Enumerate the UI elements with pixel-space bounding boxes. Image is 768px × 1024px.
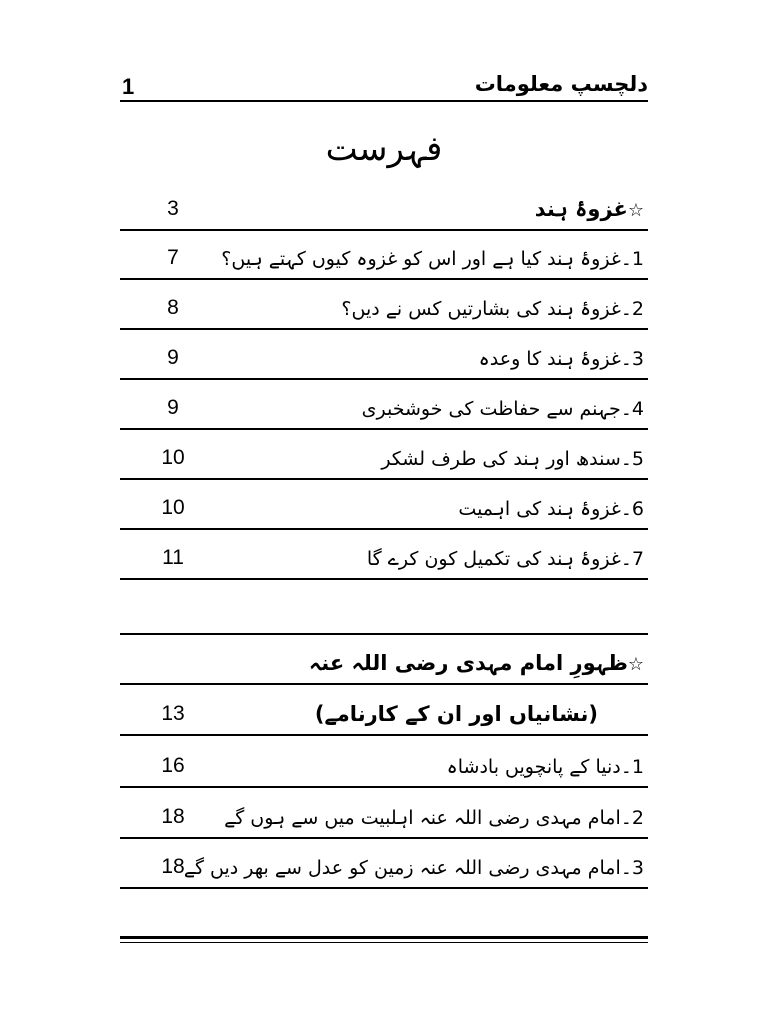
star-icon: ☆ xyxy=(627,654,644,675)
toc-page-number: 11 xyxy=(162,546,184,569)
toc-page-number: 18 xyxy=(161,855,185,878)
toc-row[interactable] xyxy=(120,531,648,580)
footer-divider-thick xyxy=(120,936,648,939)
page-number: 1 xyxy=(122,74,135,99)
toc-page-number: 3 xyxy=(167,197,179,220)
toc-entry-text: 4۔جہنم سے حفاظت کی خوشخبری xyxy=(361,398,644,420)
toc-section-heading[interactable] xyxy=(120,182,648,231)
toc-page-number: 9 xyxy=(167,396,179,419)
toc-entry-text: 7۔غزوۂ ہند کی تکمیل کون کرے گا xyxy=(366,548,644,570)
toc-section-heading[interactable] xyxy=(120,636,648,685)
toc-entry-text: 1۔دنیا کے پانچویں بادشاہ xyxy=(446,756,644,778)
section-title: غزوۂ ہند xyxy=(534,197,628,221)
toc-page-number: 18 xyxy=(161,805,185,828)
toc-page-number: 8 xyxy=(167,296,179,319)
toc-entry-text: 2۔غزوۂ ہند کی بشارتیں کس نے دیں؟ xyxy=(341,298,644,320)
toc-row[interactable] xyxy=(120,281,648,330)
running-title: دلچسپ معلومات xyxy=(474,72,648,96)
toc-entry-text: 3۔امام مہدی رضی اللہ عنہ زمین کو عدل سے بھر دیں گے xyxy=(183,857,644,879)
toc-section-subheading[interactable] xyxy=(120,687,648,736)
header-divider xyxy=(120,100,648,102)
section-title: ظہورِ امام مہدی رضی اللہ عنہ xyxy=(308,651,628,675)
toc-page-number: 7 xyxy=(167,246,179,269)
toc-entry-text: 6۔غزوۂ ہند کی اہمیت xyxy=(458,498,644,520)
toc-page-number: 13 xyxy=(161,702,185,725)
section-subtitle: (نشانیاں اور ان کے کارنامے) xyxy=(314,702,598,726)
section-divider xyxy=(120,633,648,635)
toc-page-number: 9 xyxy=(167,346,179,369)
toc-entry-text: 1۔غزوۂ ہند کیا ہے اور اس کو غزوہ کیوں کہتے ہیں؟ xyxy=(221,248,644,270)
toc-title: فہرست xyxy=(325,129,443,169)
toc-page-number: 16 xyxy=(161,754,185,777)
toc-row[interactable] xyxy=(120,331,648,380)
toc-row[interactable] xyxy=(120,739,648,788)
toc-row[interactable] xyxy=(120,231,648,280)
star-icon: ☆ xyxy=(627,200,644,221)
toc-entry-text: 5۔سندھ اور ہند کی طرف لشکر xyxy=(381,448,644,470)
page-header xyxy=(120,70,648,102)
toc-page-number: 10 xyxy=(161,496,185,519)
toc-entry-text: 2۔امام مہدی رضی اللہ عنہ اہلبیت میں سے ہوں گے xyxy=(224,807,644,829)
toc-row[interactable] xyxy=(120,381,648,430)
toc-row[interactable] xyxy=(120,481,648,530)
footer-divider-thin xyxy=(120,942,648,943)
toc-page-number: 10 xyxy=(161,446,185,469)
toc-row[interactable] xyxy=(120,431,648,480)
toc-entry-text: 3۔غزوۂ ہند کا وعدہ xyxy=(478,348,644,370)
toc-row[interactable] xyxy=(120,790,648,839)
toc-row[interactable] xyxy=(120,840,648,889)
